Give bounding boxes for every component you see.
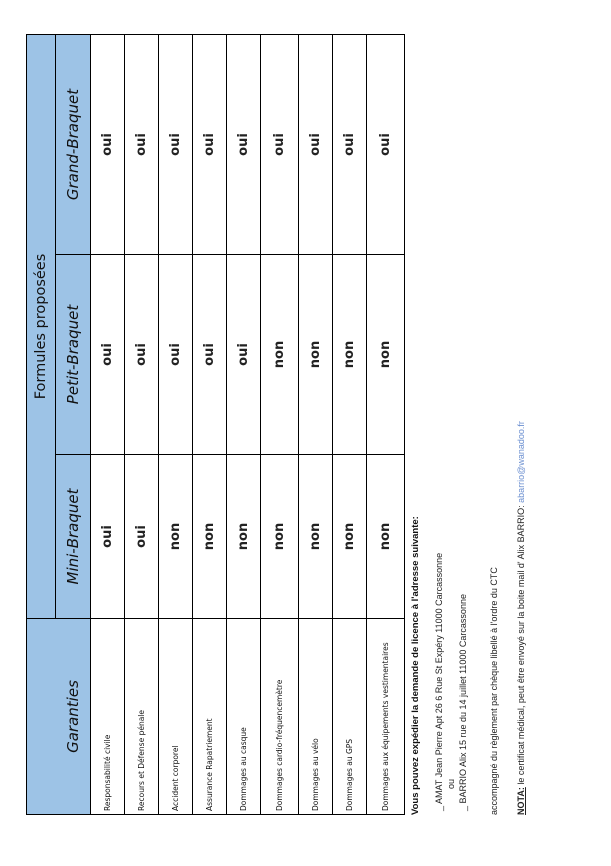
mini-value: oui (91, 455, 125, 619)
mini-value: non (159, 455, 193, 619)
petit-value: oui (227, 255, 261, 455)
guarantees-table (26, 34, 405, 815)
table-row (159, 35, 193, 815)
table-row (367, 35, 405, 815)
nota-line (516, 421, 526, 815)
nota-label: NOTA: (516, 787, 526, 815)
guarantee-label: Dommages cardio-fréquencemètre (261, 619, 299, 815)
guarantee-label: Dommages au vélo (299, 619, 333, 815)
mini-value: non (193, 455, 227, 619)
mini-value: non (299, 455, 333, 619)
group-header: Formules proposées (27, 35, 56, 619)
mini-value: non (333, 455, 367, 619)
guarantee-label: Dommages au GPS (333, 619, 367, 815)
petit-value: non (367, 255, 405, 455)
column-header-mini: Mini-Braquet (56, 455, 91, 619)
column-header-petit: Petit-Braquet (56, 255, 91, 455)
petit-value: oui (125, 255, 159, 455)
address-heading: Vous pouvez expédier la demande de licence à l'adresse suivante: (410, 516, 421, 815)
grand-value: oui (333, 35, 367, 255)
guarantee-label: Responsabilité civile (91, 619, 125, 815)
table-row (91, 35, 125, 815)
grand-value: oui (299, 35, 333, 255)
guarantee-label: Dommages aux équipements vestimentaires (367, 619, 405, 815)
payment-note: accompagné du règlement par chèque libellé à l'ordre du CTC (489, 567, 499, 815)
address-amat: _ AMAT Jean Pierre Apt 26 6 Rue St Expéry 11000 Carcassonne (434, 552, 444, 811)
nota-email-link[interactable]: abarrio@wanadoo.fr (516, 421, 526, 503)
petit-value: oui (91, 255, 125, 455)
grand-value: oui (261, 35, 299, 255)
petit-value: non (333, 255, 367, 455)
grand-value: oui (91, 35, 125, 255)
column-header-garanties: Garanties (56, 619, 91, 815)
petit-value: oui (193, 255, 227, 455)
petit-value: non (261, 255, 299, 455)
mini-value: non (367, 455, 405, 619)
petit-value: oui (159, 255, 193, 455)
guarantee-label: Accident corporel (159, 619, 193, 815)
grand-value: oui (125, 35, 159, 255)
grand-value: oui (367, 35, 405, 255)
mini-value: non (227, 455, 261, 619)
column-header-grand: Grand-Braquet (56, 35, 91, 255)
table-row (193, 35, 227, 815)
table-row (261, 35, 299, 815)
table-row (299, 35, 333, 815)
guarantee-label: Dommages au casque (227, 619, 261, 815)
mini-value: oui (125, 455, 159, 619)
table-row (333, 35, 367, 815)
petit-value: non (299, 255, 333, 455)
grand-value: oui (227, 35, 261, 255)
address-barrio: _ BARRIO Alix 15 rue du 14 juillet 11000 Carcassonne (458, 594, 468, 811)
table-row (227, 35, 261, 815)
empty-corner-cell (27, 619, 56, 815)
guarantee-label: Assurance Rapatriement (193, 619, 227, 815)
guarantee-label: Recours et Défense pénale (125, 619, 159, 815)
table-row (125, 35, 159, 815)
address-or: ou (446, 778, 456, 789)
grand-value: oui (159, 35, 193, 255)
mini-value: non (261, 455, 299, 619)
nota-text: le certificat médical, peut être envoyé sur la boite mail d' Alix BARRIO: (516, 502, 526, 788)
grand-value: oui (193, 35, 227, 255)
